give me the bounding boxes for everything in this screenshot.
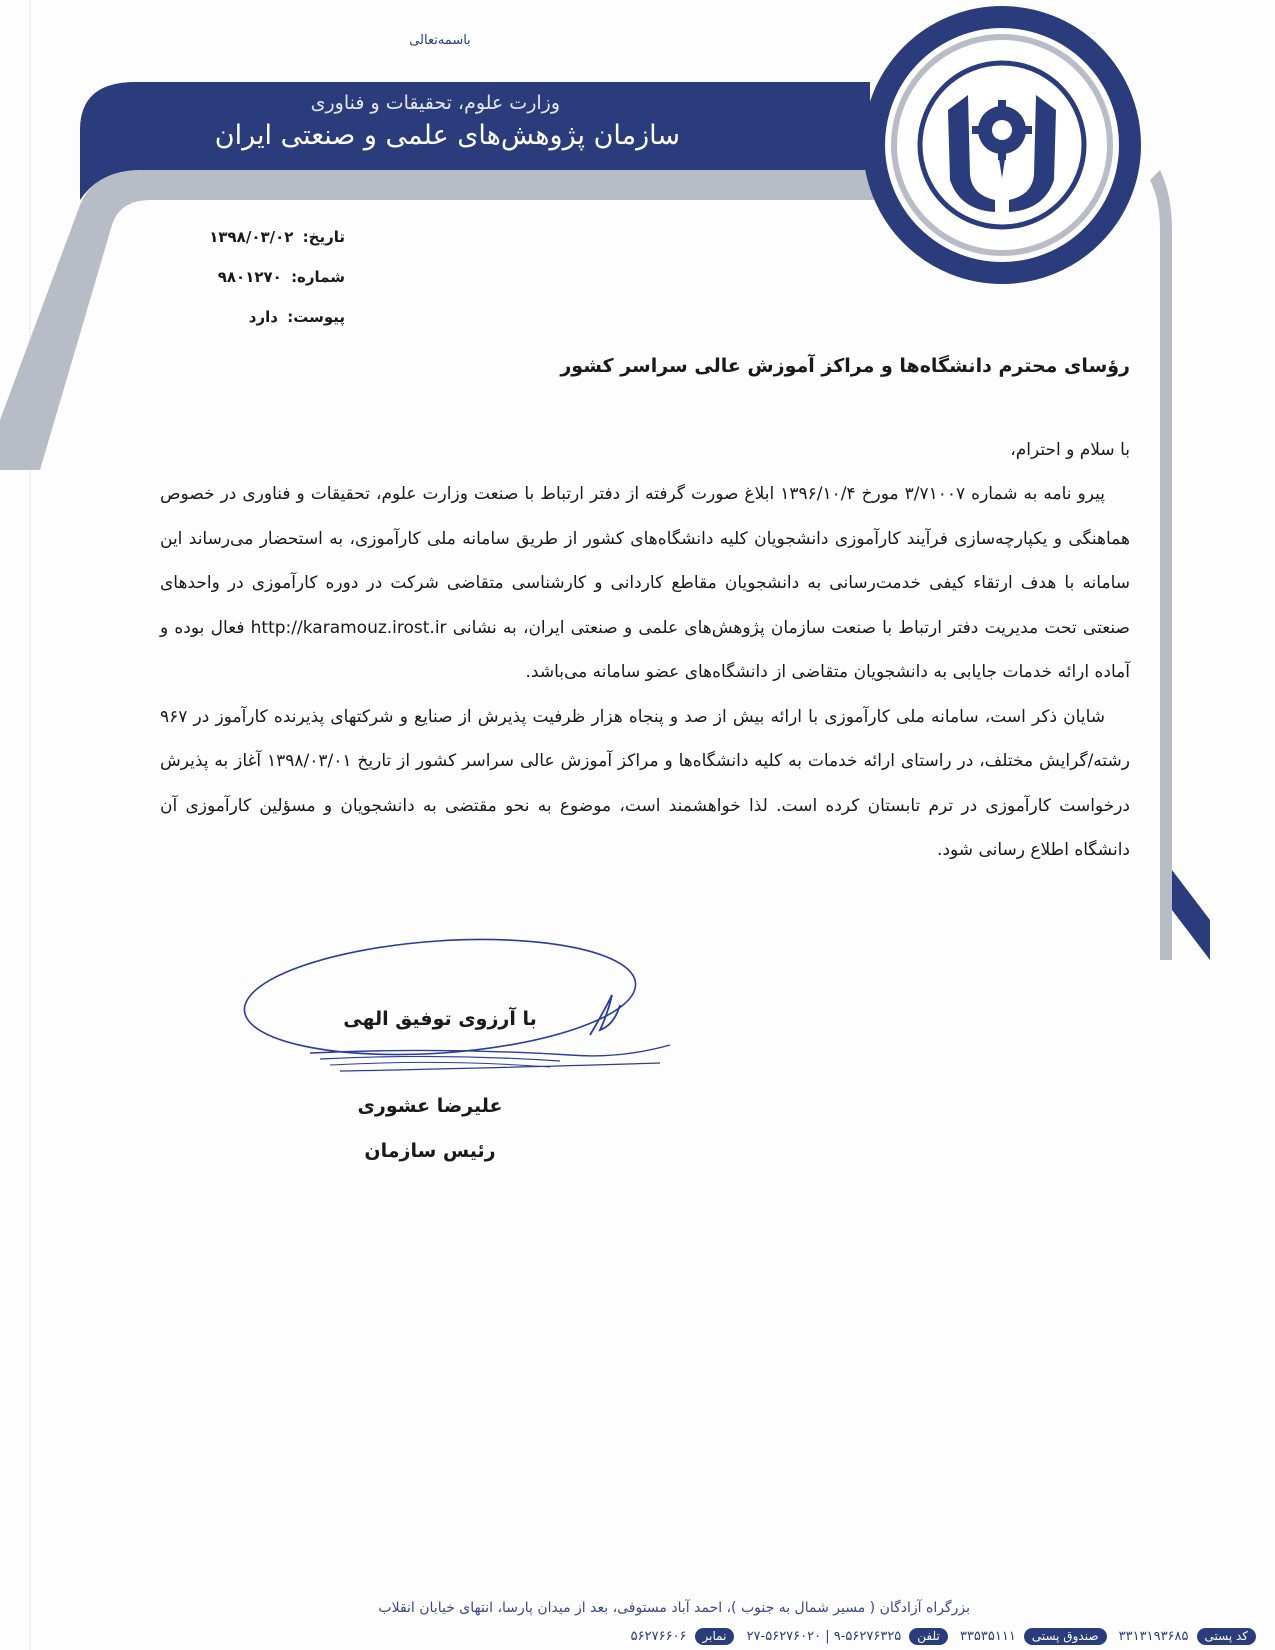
fax-value: ۵۶۲۷۶۶۰۶ (630, 1629, 687, 1644)
closing-text: با آرزوی توفیق الهی (343, 1008, 537, 1030)
po-box-label: صندوق پستی (1024, 1628, 1107, 1645)
postal-code-value: ۳۳۱۳۱۹۳۶۸۵ (1118, 1629, 1189, 1644)
signer-name: علیرضا عشوری (357, 1095, 503, 1117)
date-value: ۱۳۹۸/۰۳/۰۲ (209, 228, 294, 246)
number-line (140, 268, 345, 286)
right-border-corner (1172, 870, 1210, 960)
attachment-value: دارد (248, 308, 278, 326)
body-paragraph-2: شایان ذکر است، سامانه ملی کارآموزی با ارائه بیش از صد و پنجاه هزار ظرفیت پذیرش از صنایع و شرکتهای پذیرنده کارآموز در ۹۶۷ رشته/گرایش مختلف، در راستای ارائه خدمات به کلیه دانشگاه‌ها و مراکز آموزش عالی سراسر کشور از تاریخ ۱۳۹۸/۰۳/۰۱ آغاز به پذیرش درخواست کارآموزی در ترم تابستان کرده است. لذا خواهشمند است، موضوع به نحو مقتضی به دانشجویان و مسؤلین کارآموزی آن دانشگاه اطلاع رسانی شود. (160, 706, 1130, 860)
ministry-name: وزارت علوم، تحقیقات و فناوری (310, 92, 560, 114)
organization-name: سازمان پژوهش‌های علمی و صنعتی ایران (214, 120, 680, 151)
signer-title: رئیس سازمان (364, 1140, 496, 1162)
attachment-label: پیوست: (287, 308, 345, 326)
recipient-heading: رؤسای محترم دانشگاه‌ها و مراکز آموزش عالی سراسر کشور (560, 355, 1130, 377)
date-label: تاریخ: (302, 228, 345, 246)
letter-body (160, 472, 1130, 873)
footer-contacts (250, 1628, 1260, 1648)
number-value: ۹۸۰۱۲۷۰ (217, 268, 282, 286)
right-border-gray (1150, 170, 1172, 960)
fax-label: نمابر (695, 1628, 735, 1645)
number-label: شماره: (291, 268, 345, 286)
postal-code-label: کد پستی (1197, 1628, 1257, 1645)
attachment-line (140, 308, 345, 326)
phone-value: ۹-۵۶۲۷۶۳۲۵ | ۲۷-۵۶۲۷۶۰۲۰ (746, 1629, 902, 1644)
po-box-value: ۳۳۵۳۵۱۱۱ (959, 1629, 1016, 1644)
basmala-text: باسمه‌تعالی (409, 33, 471, 48)
phone-label: تلفن (909, 1628, 948, 1645)
date-line (140, 228, 345, 246)
greeting-text: با سلام و احترام، (1010, 440, 1130, 460)
gray-band (0, 170, 880, 470)
body-paragraph-1: پیرو نامه به شماره ۳/۷۱۰۰۷ مورخ ۱۳۹۶/۱۰/۴ ابلاغ صورت گرفته از دفتر ارتباط با صنعت وزارت علوم، تحقیقات و فناوری در خصوص هماهنگی و یکپارچه‌سازی فرآیند کارآموزی دانشجویان کلیه دانشگاه‌های کشور از طریق سامانه ملی کارآموزی، به استحضار می‌رساند این سامانه با هدف ارتقاء کیفی خدمت‌رسانی به دانشجویان مقاطع کاردانی و کارشناسی متقاضی شرکت در دوره کارآموزی در واحدهای صنعتی تحت مدیریت دفتر ارتباط با صنعت سازمان پژوهش‌های علمی و صنعتی ایران، به نشانی http://karamouz.irost.ir فعال بوده و آماده ارائه خدمات جایابی به دانشجویان متقاضی از دانشگاه‌های عضو سامانه می‌باشد. (160, 484, 1130, 682)
footer-address: بزرگراه آزادگان ( مسیر شمال به جنوب )، احمد آباد مستوفی، بعد از میدان پارسا، انتهای خیابان انقلاب (378, 1600, 970, 1616)
